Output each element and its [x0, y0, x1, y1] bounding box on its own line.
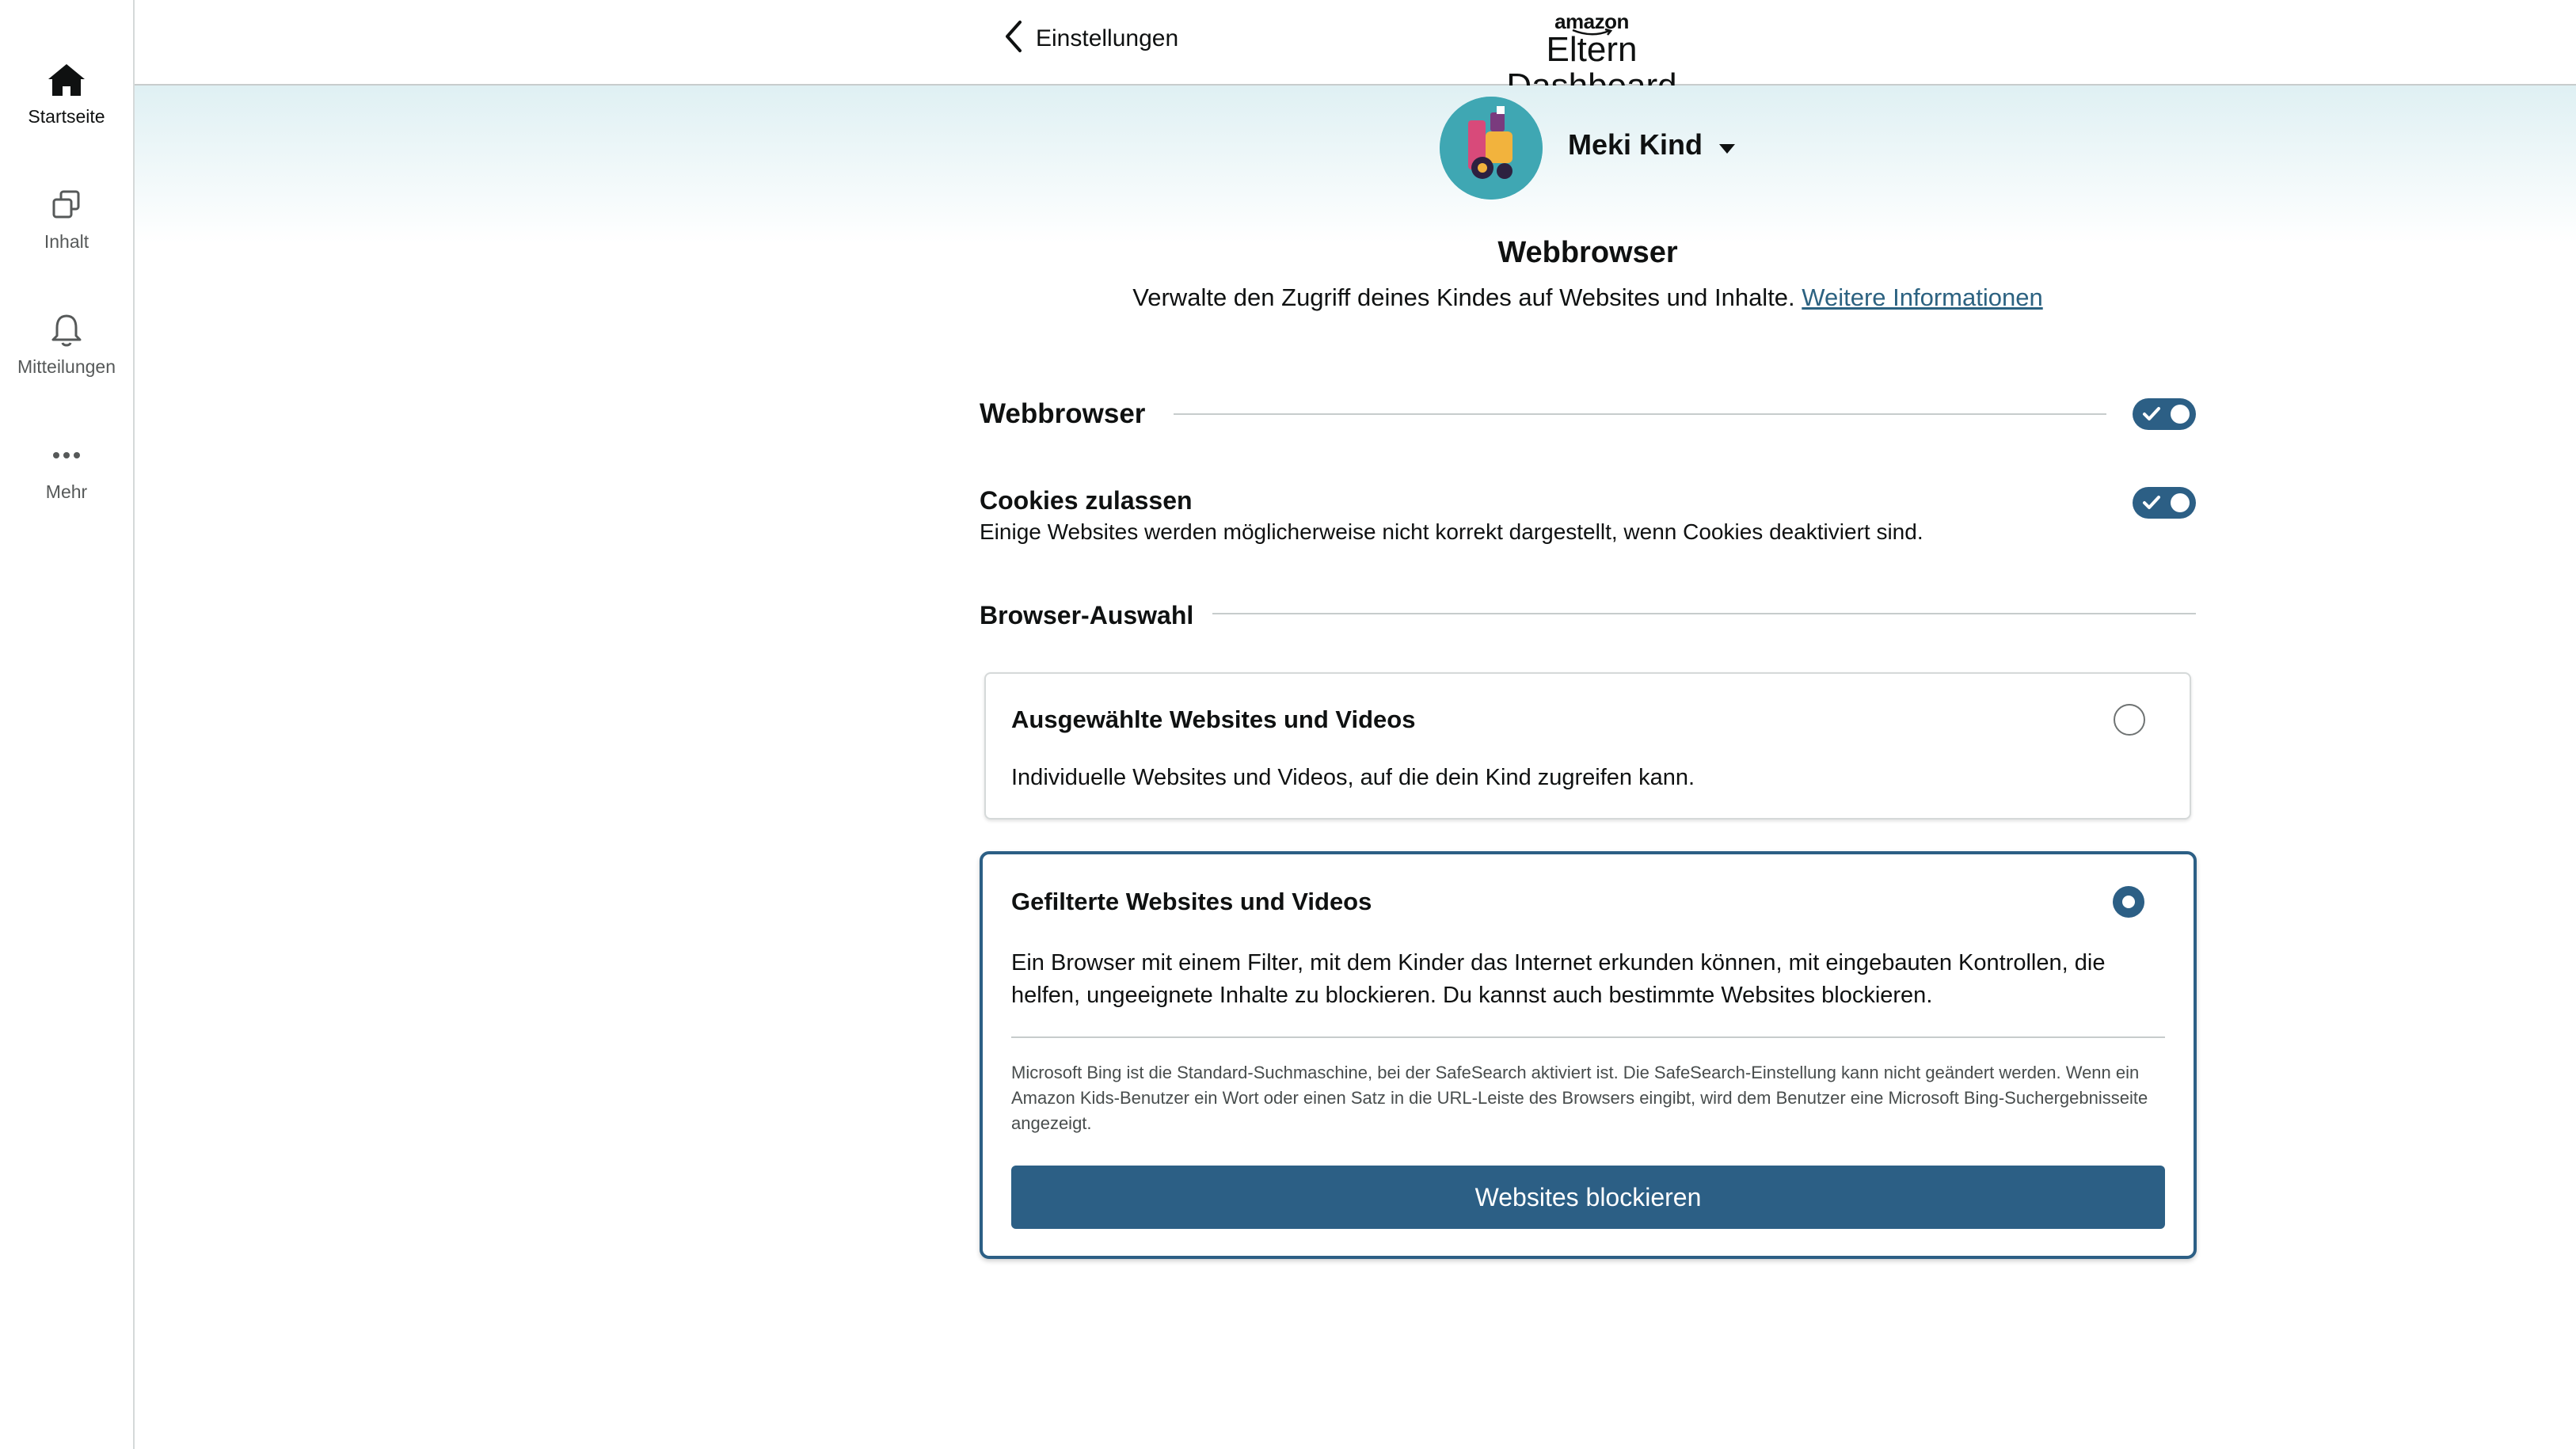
subtitle-text: Verwalte den Zugriff deines Kindes auf Websites und Inhalte. — [1132, 283, 1795, 311]
card-divider — [1011, 1036, 2165, 1038]
bell-icon — [48, 312, 85, 348]
cookies-toggle[interactable] — [2133, 487, 2196, 519]
chevron-left-icon — [1003, 19, 1025, 58]
sidebar — [0, 0, 135, 1449]
more-info-link[interactable]: Weitere Informationen — [1802, 283, 2043, 311]
cookies-label: Cookies zulassen — [980, 486, 1193, 515]
option-card-filtered-websites[interactable] — [980, 851, 2197, 1259]
webbrowser-label: Webbrowser — [980, 398, 1146, 429]
app-title: Eltern — [1546, 30, 1638, 69]
amazon-wordmark: amazon — [1554, 10, 1629, 33]
toggle-knob — [2171, 493, 2190, 512]
sidebar-item-mehr[interactable] — [0, 437, 133, 503]
caret-down-icon — [1718, 128, 1736, 162]
divider — [1212, 613, 2196, 614]
header-gradient — [135, 86, 2576, 244]
sidebar-item-inhalt[interactable] — [0, 187, 133, 253]
page-title: Webbrowser — [1497, 236, 1678, 269]
sidebar-item-label: Mitteilungen — [17, 356, 116, 377]
check-icon — [2142, 494, 2161, 512]
profile-selector[interactable] — [1568, 128, 1736, 162]
home-icon — [46, 62, 87, 98]
browser-selection-label: Browser-Auswahl — [980, 601, 1194, 629]
radio-dot — [2122, 896, 2135, 908]
page-subtitle — [950, 283, 2225, 312]
option-description: Individuelle Websites und Videos, auf die dein Kind zugreifen kann. — [1011, 765, 1695, 790]
profile-name: Meki Kind — [1568, 128, 1703, 161]
more-icon — [48, 437, 85, 473]
option-description: Ein Browser mit einem Filter, mit dem Kinder das Internet erkunden können, mit eingebauten Kontrollen, die helfen, ungeeignete Inhalte zu blockieren. Du kannst auch bestimmte Websites blockieren. — [1011, 950, 2106, 1008]
back-to-settings-button[interactable] — [1003, 19, 1178, 58]
block-websites-button[interactable]: Websites blockieren — [1011, 1166, 2165, 1229]
sidebar-item-label: Inhalt — [44, 231, 89, 252]
sidebar-item-label: Startseite — [28, 106, 105, 127]
sidebar-item-label: Mehr — [45, 481, 88, 502]
option-card-selected-websites[interactable] — [984, 672, 2191, 820]
option-title: Gefilterte Websites und Videos — [1011, 888, 1372, 915]
option-radio[interactable] — [2114, 704, 2145, 736]
content-icon — [48, 187, 85, 223]
top-header — [135, 0, 2576, 86]
child-avatar-icon[interactable] — [1440, 97, 1543, 200]
back-label: Einstellungen — [1036, 25, 1179, 51]
check-icon — [2142, 405, 2161, 423]
cookies-description: Einige Websites werden möglicherweise nicht korrekt dargestellt, wenn Cookies deaktiviert sind. — [980, 519, 1923, 544]
option-radio[interactable] — [2113, 886, 2144, 918]
webbrowser-toggle[interactable] — [2133, 398, 2196, 430]
toggle-knob — [2171, 405, 2190, 424]
search-engine-note: Microsoft Bing ist die Standard-Suchmaschine, bei der SafeSearch aktiviert ist. Die SafeSearch-Einstellung kann nicht geändert werden. Wenn ein Amazon Kids-Benutzer ein Wort oder einen Satz in die URL-Leiste des Browsers eingibt, wird dem Benutzer eine Microsoft Bing-Suchergebnisseite angezeigt. — [1011, 1063, 2148, 1133]
divider — [1174, 413, 2106, 415]
sidebar-item-mitteilungen[interactable] — [0, 312, 133, 378]
sidebar-item-startseite[interactable] — [0, 62, 133, 127]
option-title: Ausgewählte Websites und Videos — [1011, 705, 1416, 733]
